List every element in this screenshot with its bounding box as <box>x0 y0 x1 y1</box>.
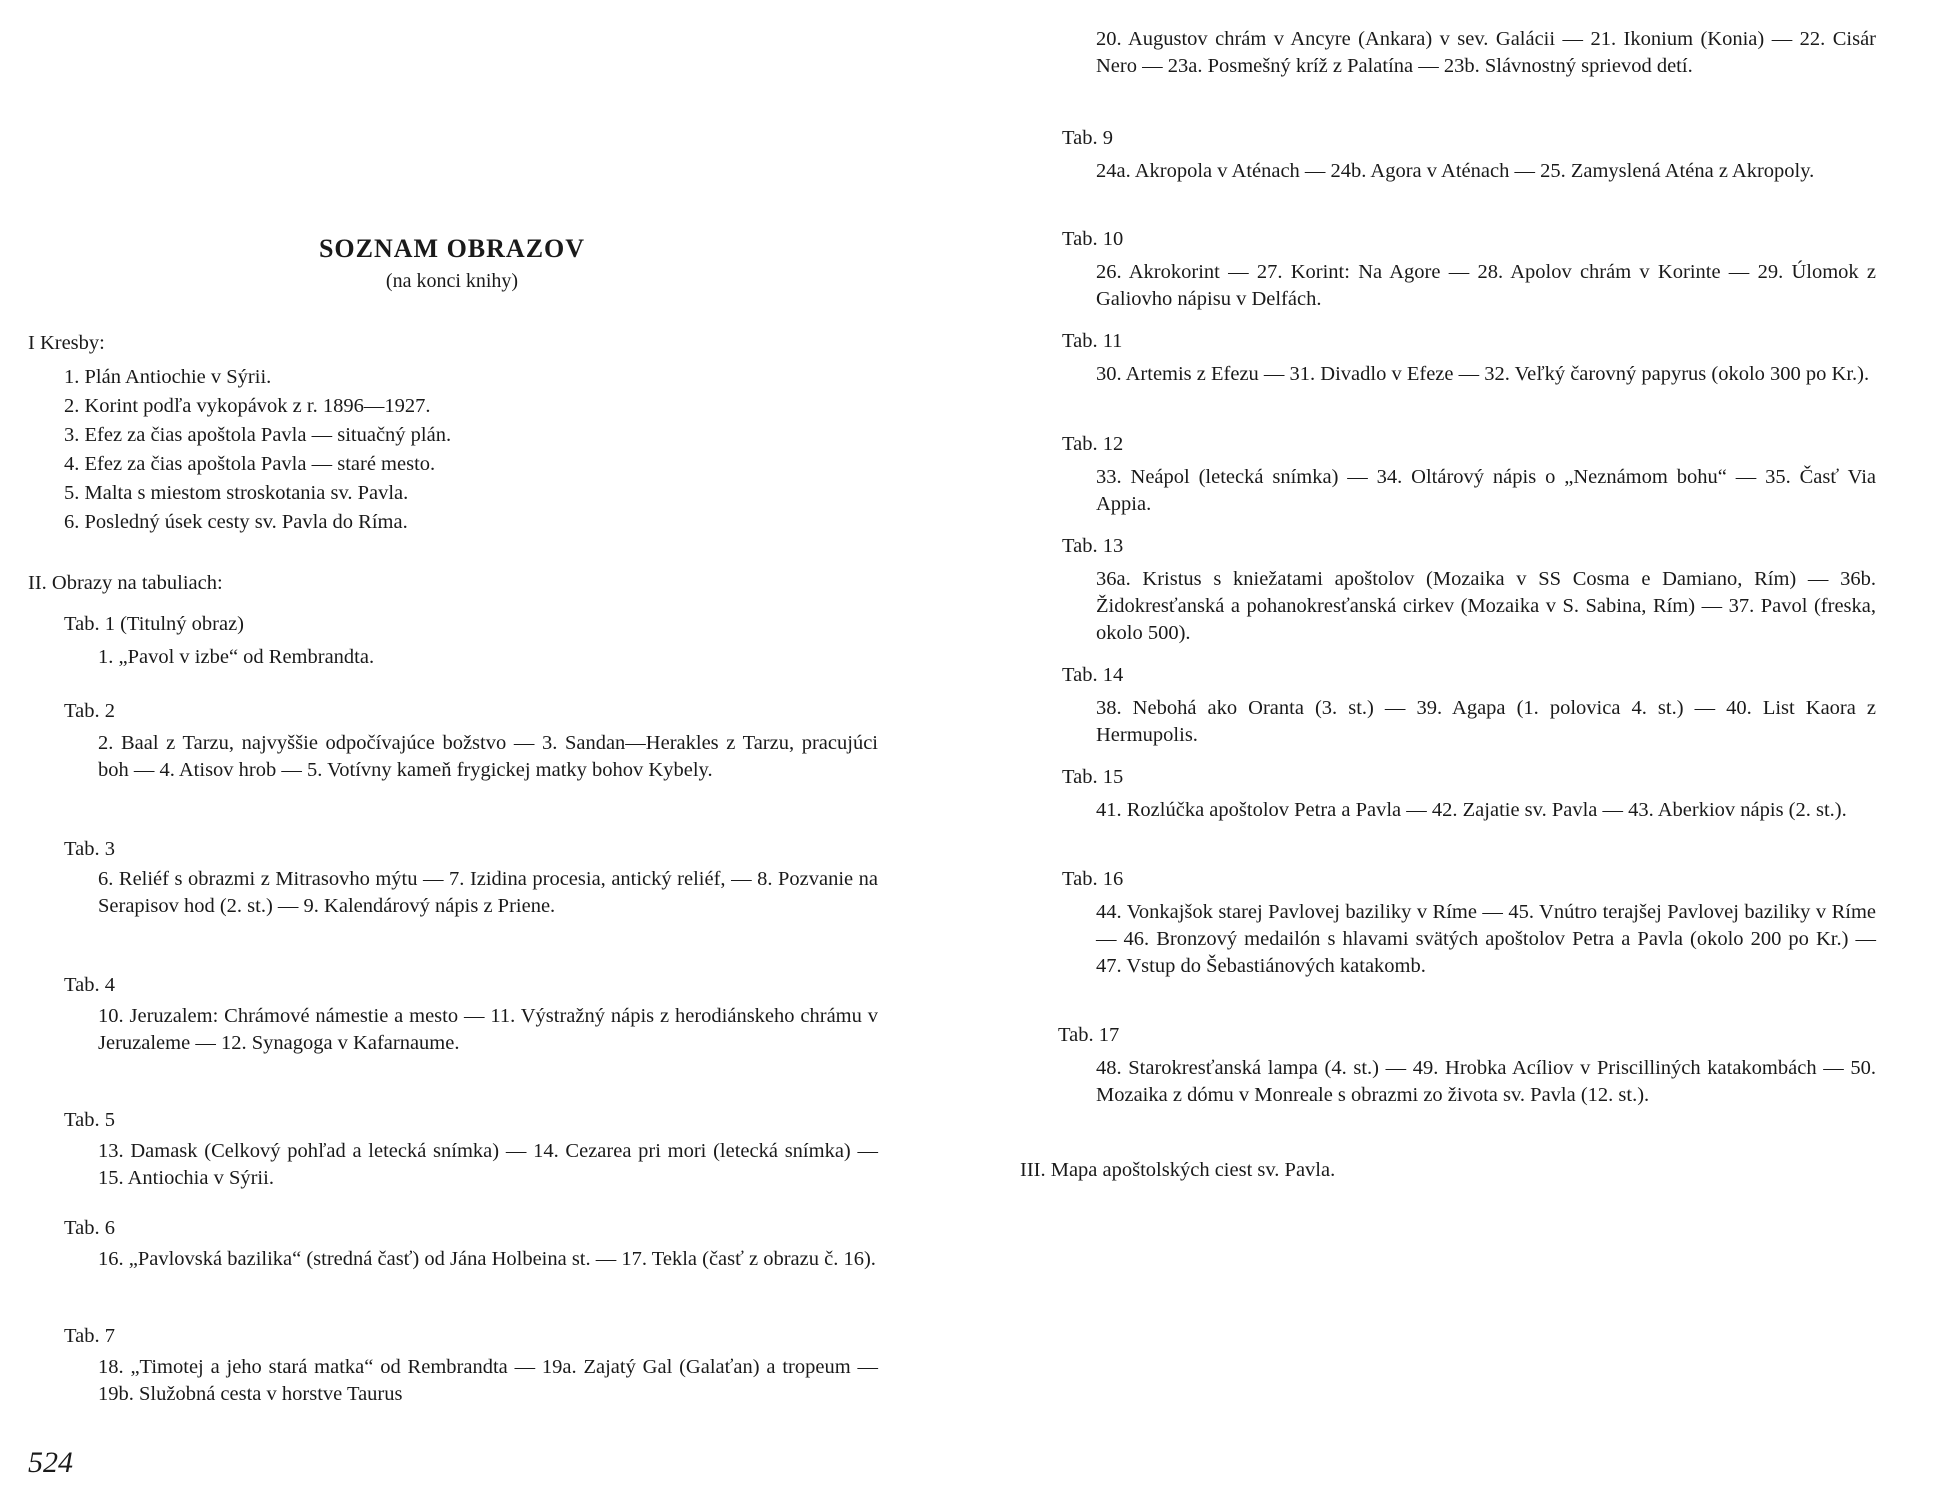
plate-label: Tab. 15 <box>1062 766 1124 788</box>
section-3-heading: III. Mapa apoštolských ciest sv. Pavla. <box>1020 1159 1336 1181</box>
plate-captions: 44. Vonkajšok starej Pavlovej baziliky v Ríme — 45. Vnútro terajšej Pavlovej baziliky v Ríme — 46. Bronzový medailón s hlavami svätých apoštolov Petra a Pavla (okolo 200 po Kr.) — 47. Vstup do Šebastiánových katakomb. <box>1096 901 1876 977</box>
page-subtitle: (na konci knihy) <box>385 270 519 292</box>
drawing-item-2: 2. Korint podľa vykopávok z r. 1896—1927. <box>64 395 431 417</box>
plate-captions: 30. Artemis z Efezu — 31. Divadlo v Efeze — 32. Veľký čarovný papyrus (okolo 300 po Kr.). <box>1096 363 1870 385</box>
plate-label: Tab. 9 <box>1062 127 1113 149</box>
drawing-item-1: 1. Plán Antiochie v Sýrii. <box>64 366 272 388</box>
drawing-item-6: 6. Posledný úsek cesty sv. Pavla do Ríma. <box>64 511 408 533</box>
plate-captions: 10. Jeruzalem: Chrámové námestie a mesto — 11. Výstražný nápis z herodiánskeho chrámu v Jeruzaleme — 12. Synagoga v Kafarnaume. <box>98 1005 878 1054</box>
plate-label: Tab. 17 <box>1058 1024 1120 1046</box>
plate-captions: 36a. Kristus s kniežatami apoštolov (Mozaika v SS Cosma e Damiano, Rím) — 36b. Židokresťanská a pohanokresťanská cirkev (Mozaika v S. Sabina, Rím) — 37. Pavol (freska, okolo 500). <box>1096 568 1876 644</box>
plate-captions: 2. Baal z Tarzu, najvyššie odpočívajúce božstvo — 3. Sandan—Herakles z Tarzu, pracujúci boh — 4. Atisov hrob — 5. Votívny kameň frygickej matky bohov Kybely. <box>98 732 878 781</box>
drawing-item-4: 4. Efez za čias apoštola Pavla — staré mesto. <box>64 453 436 475</box>
plate-label: Tab. 12 <box>1062 433 1124 455</box>
plate-label: Tab. 14 <box>1062 664 1124 686</box>
plate-captions: 20. Augustov chrám v Ancyre (Ankara) v sev. Galácii — 21. Ikonium (Konia) — 22. Cisár Nero — 23a. Posmešný kríž z Palatína — 23b. Slávnostný sprievod detí. <box>1096 28 1876 77</box>
section-1-heading: I Kresby: <box>28 332 105 354</box>
plate-label: Tab. 1 (Titulný obraz) <box>64 613 245 635</box>
plate-captions: 18. „Timotej a jeho stará matka“ od Rembrandta — 19a. Zajatý Gal (Galaťan) a tropeum — 19b. Služobná cesta v horstve Taurus <box>98 1356 878 1405</box>
plate-captions: 13. Damask (Celkový pohľad a letecká snímka) — 14. Cezarea pri mori (letecká snímka) — 15. Antiochia v Sýrii. <box>98 1140 878 1189</box>
plate-label: Tab. 2 <box>64 700 115 722</box>
plate-label: Tab. 10 <box>1062 228 1124 250</box>
plate-label: Tab. 6 <box>64 1217 115 1239</box>
plate-label: Tab. 3 <box>64 838 115 860</box>
plate-captions: 33. Neápol (letecká snímka) — 34. Oltárový nápis o „Neznámom bohu“ — 35. Časť Via Appia. <box>1096 466 1876 515</box>
plate-label: Tab. 11 <box>1062 330 1123 352</box>
plate-captions: 48. Starokresťanská lampa (4. st.) — 49. Hrobka Acíliov v Priscilliných katakombách — 50. Mozaika z dómu v Monreale s obrazmi zo života sv. Pavla (12. st.). <box>1096 1057 1876 1106</box>
section-2-heading: II. Obrazy na tabuliach: <box>28 572 223 594</box>
plate-captions: 38. Nebohá ako Oranta (3. st.) — 39. Agapa (1. polovica 4. st.) — 40. List Kaora z Hermupolis. <box>1096 697 1876 746</box>
plate-captions: 26. Akrokorint — 27. Korint: Na Agore — 28. Apolov chrám v Korinte — 29. Úlomok z Galiovho nápisu v Delfách. <box>1096 261 1876 310</box>
plate-captions: 1. „Pavol v izbe“ od Rembrandta. <box>98 646 375 668</box>
plate-label: Tab. 5 <box>64 1109 115 1131</box>
page-title: SOZNAM OBRAZOV <box>318 234 586 263</box>
drawing-item-3: 3. Efez za čias apoštola Pavla — situačný plán. <box>64 424 452 446</box>
page-number: 524 <box>28 1446 73 1479</box>
plate-captions: 16. „Pavlovská bazilika“ (stredná časť) od Jána Holbeina st. — 17. Tekla (časť z obrazu č. 16). <box>98 1248 876 1270</box>
plate-label: Tab. 16 <box>1062 868 1124 890</box>
plate-captions: 6. Reliéf s obrazmi z Mitrasovho mýtu — 7. Izidina procesia, antický reliéf, — 8. Pozvanie na Serapisov hod (2. st.) — 9. Kalendárový nápis z Priene. <box>98 868 878 917</box>
plate-label: Tab. 4 <box>64 974 115 996</box>
plate-captions: 41. Rozlúčka apoštolov Petra a Pavla — 42. Zajatie sv. Pavla — 43. Aberkiov nápis (2. st.). <box>1096 799 1847 821</box>
plate-label: Tab. 7 <box>64 1325 115 1347</box>
drawing-item-5: 5. Malta s miestom stroskotania sv. Pavla. <box>64 482 409 504</box>
plate-captions: 24a. Akropola v Aténach — 24b. Agora v Aténach — 25. Zamyslená Aténa z Akropoly. <box>1096 160 1815 182</box>
plate-label: Tab. 13 <box>1062 535 1124 557</box>
